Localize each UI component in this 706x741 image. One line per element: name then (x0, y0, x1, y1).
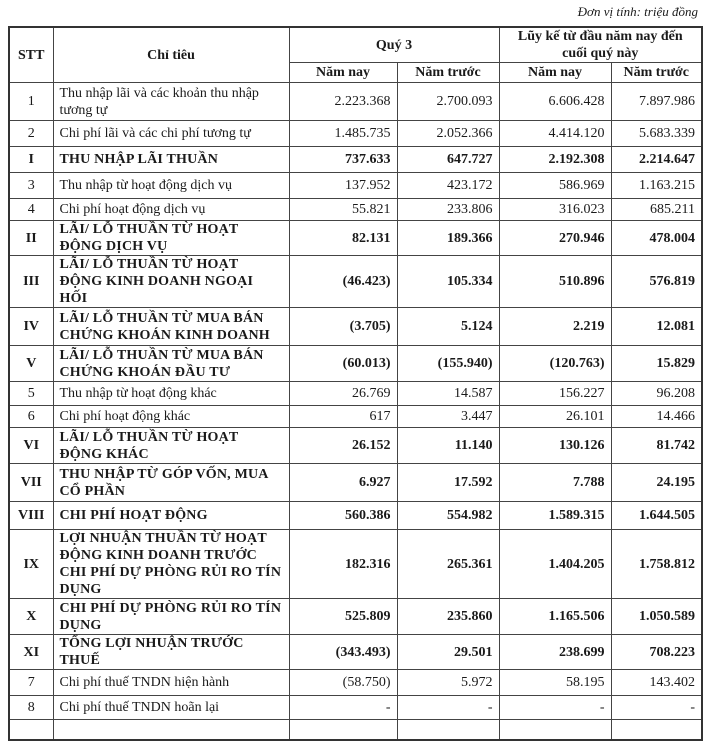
value-ytd-last-year: 576.819 (611, 256, 702, 308)
value-quarter-this-year: (60.013) (289, 346, 397, 382)
value-quarter-last-year: - (397, 696, 499, 720)
value-ytd-last-year: 81.742 (611, 428, 702, 464)
value-ytd-last-year: 12.081 (611, 308, 702, 346)
value-quarter-this-year: 82.131 (289, 221, 397, 256)
header-quarter-group: Quý 3 (289, 27, 499, 63)
table-row (9, 83, 702, 121)
row-stt: 6 (9, 406, 53, 428)
row-indicator: LÃI/ LỖ THUẦN TỪ HOẠT ĐỘNG DỊCH VỤ (53, 221, 289, 256)
row-stt: 2 (9, 121, 53, 147)
value-quarter-last-year: 265.361 (397, 530, 499, 599)
value-ytd-last-year: 1.644.505 (611, 502, 702, 530)
value-quarter-last-year: 554.982 (397, 502, 499, 530)
table-row (9, 406, 702, 428)
value-ytd-this-year: 316.023 (499, 199, 611, 221)
cropped-cell (499, 720, 611, 740)
value-ytd-last-year: 2.214.647 (611, 147, 702, 173)
value-quarter-this-year: 560.386 (289, 502, 397, 530)
value-quarter-this-year: 1.485.735 (289, 121, 397, 147)
value-quarter-last-year: 105.334 (397, 256, 499, 308)
row-indicator: THU NHẬP LÃI THUẦN (53, 147, 289, 173)
income-statement-table (8, 26, 703, 741)
value-quarter-last-year: 3.447 (397, 406, 499, 428)
value-quarter-last-year: 5.124 (397, 308, 499, 346)
value-quarter-this-year: 137.952 (289, 173, 397, 199)
value-ytd-this-year: 1.165.506 (499, 599, 611, 635)
value-ytd-this-year: 6.606.428 (499, 83, 611, 121)
header-ytd-last-year: Năm trước (611, 63, 702, 83)
row-indicator: Chi phí hoạt động dịch vụ (53, 199, 289, 221)
table-row (9, 256, 702, 308)
row-indicator: CHI PHÍ DỰ PHÒNG RỦI RO TÍN DỤNG (53, 599, 289, 635)
row-stt: V (9, 346, 53, 382)
cropped-cell (9, 720, 53, 740)
value-quarter-last-year: 235.860 (397, 599, 499, 635)
row-stt: VI (9, 428, 53, 464)
row-indicator: LỢI NHUẬN THUẦN TỪ HOẠT ĐỘNG KINH DOANH TRƯỚC CHI PHÍ DỰ PHÒNG RỦI RO TÍN DỤNG (53, 530, 289, 599)
value-ytd-last-year: 708.223 (611, 635, 702, 670)
value-quarter-this-year: (343.493) (289, 635, 397, 670)
table-row (9, 346, 702, 382)
value-quarter-last-year: 233.806 (397, 199, 499, 221)
row-stt: 8 (9, 696, 53, 720)
table-row (9, 121, 702, 147)
row-stt: III (9, 256, 53, 308)
value-quarter-this-year: 525.809 (289, 599, 397, 635)
row-indicator: Thu nhập từ hoạt động khác (53, 382, 289, 406)
table-row (9, 696, 702, 720)
value-quarter-last-year: 17.592 (397, 464, 499, 502)
value-ytd-last-year: 685.211 (611, 199, 702, 221)
row-indicator: THU NHẬP TỪ GÓP VỐN, MUA CỔ PHẦN (53, 464, 289, 502)
value-ytd-this-year: 7.788 (499, 464, 611, 502)
row-indicator: Chi phí thuế TNDN hoãn lại (53, 696, 289, 720)
value-ytd-last-year: 1.758.812 (611, 530, 702, 599)
row-indicator: Thu nhập lãi và các khoản thu nhập tương tự (53, 83, 289, 121)
row-indicator: CHI PHÍ HOẠT ĐỘNG (53, 502, 289, 530)
value-quarter-this-year: 617 (289, 406, 397, 428)
table-row (9, 464, 702, 502)
row-stt: X (9, 599, 53, 635)
value-quarter-this-year: 182.316 (289, 530, 397, 599)
row-indicator: LÃI/ LỖ THUẦN TỪ HOẠT ĐỘNG KHÁC (53, 428, 289, 464)
value-quarter-this-year: 6.927 (289, 464, 397, 502)
value-quarter-this-year: (58.750) (289, 670, 397, 696)
value-quarter-this-year: 737.633 (289, 147, 397, 173)
header-ytd-group: Lũy kế từ đầu năm nay đến cuối quý này (499, 27, 702, 63)
value-quarter-this-year: (46.423) (289, 256, 397, 308)
value-ytd-this-year: 2.192.308 (499, 147, 611, 173)
value-quarter-this-year: 26.769 (289, 382, 397, 406)
value-ytd-this-year: 130.126 (499, 428, 611, 464)
value-ytd-this-year: 2.219 (499, 308, 611, 346)
value-ytd-last-year: 96.208 (611, 382, 702, 406)
value-quarter-last-year: (155.940) (397, 346, 499, 382)
row-stt: 3 (9, 173, 53, 199)
row-stt: 4 (9, 199, 53, 221)
value-quarter-last-year: 5.972 (397, 670, 499, 696)
table-row (9, 599, 702, 635)
value-ytd-last-year: 7.897.986 (611, 83, 702, 121)
value-ytd-this-year: 4.414.120 (499, 121, 611, 147)
table-body (9, 83, 702, 740)
row-stt: 5 (9, 382, 53, 406)
row-indicator: Thu nhập từ hoạt động dịch vụ (53, 173, 289, 199)
value-quarter-last-year: 647.727 (397, 147, 499, 173)
value-quarter-last-year: 11.140 (397, 428, 499, 464)
table-row (9, 502, 702, 530)
value-quarter-last-year: 2.700.093 (397, 83, 499, 121)
value-ytd-last-year: 15.829 (611, 346, 702, 382)
table-row (9, 635, 702, 670)
table-row (9, 382, 702, 406)
value-ytd-last-year: 143.402 (611, 670, 702, 696)
header-quarter-last-year: Năm trước (397, 63, 499, 83)
table-row (9, 221, 702, 256)
value-ytd-this-year: (120.763) (499, 346, 611, 382)
value-ytd-this-year: 270.946 (499, 221, 611, 256)
value-quarter-this-year: - (289, 696, 397, 720)
row-stt: I (9, 147, 53, 173)
value-ytd-last-year: 1.050.589 (611, 599, 702, 635)
value-quarter-last-year: 14.587 (397, 382, 499, 406)
row-indicator: Chi phí lãi và các chi phí tương tự (53, 121, 289, 147)
value-quarter-last-year: 29.501 (397, 635, 499, 670)
value-ytd-this-year: 156.227 (499, 382, 611, 406)
table-row (9, 428, 702, 464)
value-quarter-this-year: 26.152 (289, 428, 397, 464)
row-stt: VIII (9, 502, 53, 530)
table-row (9, 173, 702, 199)
value-quarter-this-year: 55.821 (289, 199, 397, 221)
header-stt: STT (9, 27, 53, 83)
table-row (9, 530, 702, 599)
value-quarter-last-year: 423.172 (397, 173, 499, 199)
value-quarter-last-year: 189.366 (397, 221, 499, 256)
row-indicator: Chi phí thuế TNDN hiện hành (53, 670, 289, 696)
row-indicator: Chi phí hoạt động khác (53, 406, 289, 428)
header-indicator: Chỉ tiêu (53, 27, 289, 83)
value-ytd-this-year: 586.969 (499, 173, 611, 199)
row-stt: 7 (9, 670, 53, 696)
cropped-cell (53, 720, 289, 740)
value-ytd-last-year: - (611, 696, 702, 720)
cropped-cell (289, 720, 397, 740)
value-ytd-this-year: - (499, 696, 611, 720)
row-indicator: LÃI/ LỖ THUẦN TỪ HOẠT ĐỘNG KINH DOANH NGOẠI HỐI (53, 256, 289, 308)
header-quarter-this-year: Năm nay (289, 63, 397, 83)
row-stt: IV (9, 308, 53, 346)
value-ytd-this-year: 1.589.315 (499, 502, 611, 530)
unit-note: Đơn vị tính: triệu đồng (577, 4, 698, 19)
value-quarter-this-year: 2.223.368 (289, 83, 397, 121)
value-ytd-last-year: 14.466 (611, 406, 702, 428)
row-stt: II (9, 221, 53, 256)
row-stt: IX (9, 530, 53, 599)
value-ytd-this-year: 26.101 (499, 406, 611, 428)
cropped-cell (397, 720, 499, 740)
table-row-cropped (9, 720, 702, 740)
value-ytd-this-year: 1.404.205 (499, 530, 611, 599)
value-ytd-this-year: 510.896 (499, 256, 611, 308)
row-indicator: LÃI/ LỖ THUẦN TỪ MUA BÁN CHỨNG KHOÁN ĐẦU TƯ (53, 346, 289, 382)
row-stt: 1 (9, 83, 53, 121)
table-row (9, 199, 702, 221)
value-ytd-last-year: 1.163.215 (611, 173, 702, 199)
row-indicator: LÃI/ LỖ THUẦN TỪ MUA BÁN CHỨNG KHOÁN KINH DOANH (53, 308, 289, 346)
value-quarter-last-year: 2.052.366 (397, 121, 499, 147)
row-stt: XI (9, 635, 53, 670)
value-quarter-this-year: (3.705) (289, 308, 397, 346)
value-ytd-this-year: 58.195 (499, 670, 611, 696)
value-ytd-last-year: 5.683.339 (611, 121, 702, 147)
value-ytd-last-year: 478.004 (611, 221, 702, 256)
header-ytd-this-year: Năm nay (499, 63, 611, 83)
row-stt: VII (9, 464, 53, 502)
cropped-cell (611, 720, 702, 740)
value-ytd-last-year: 24.195 (611, 464, 702, 502)
table-row (9, 147, 702, 173)
table-row (9, 308, 702, 346)
row-indicator: TỔNG LỢI NHUẬN TRƯỚC THUẾ (53, 635, 289, 670)
table-header (9, 27, 702, 83)
value-ytd-this-year: 238.699 (499, 635, 611, 670)
